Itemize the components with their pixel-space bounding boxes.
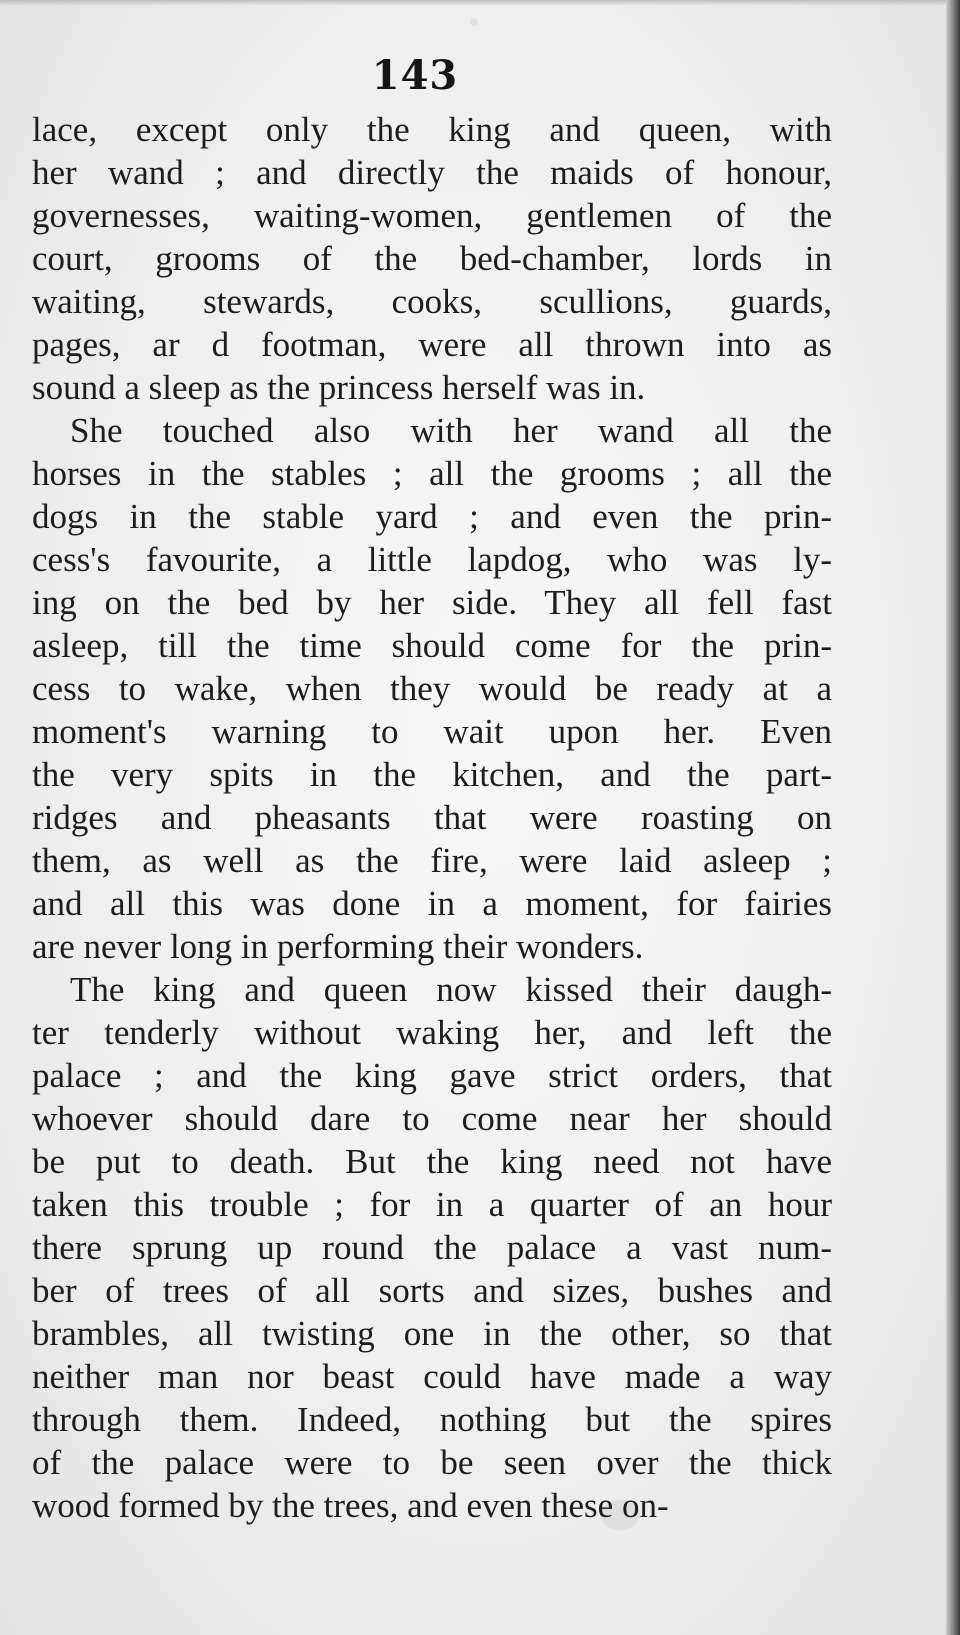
text-line: palace ; and the king gave strict orders, that: [32, 1056, 832, 1095]
text-line: ing on the bed by her side. They all fell fast: [32, 583, 832, 622]
text-line: court, grooms of the bed-chamber, lords in: [32, 239, 832, 278]
text-line: waiting, stewards, cooks, scullions, guards,: [32, 282, 832, 321]
text-line: are never long in performing their wonders.: [32, 927, 644, 966]
page-right-edge: [946, 0, 960, 1635]
text-line: lace, except only the king and queen, with: [32, 110, 832, 149]
text-line: them, as well as the fire, were laid asleep ;: [32, 841, 832, 880]
text-line: taken this trouble ; for in a quarter of an hour: [32, 1185, 832, 1224]
text-line: brambles, all twisting one in the other, so that: [32, 1314, 832, 1353]
text-line: and all this was done in a moment, for fairies: [32, 884, 832, 923]
text-line: cess's favourite, a little lapdog, who was ly-: [32, 540, 832, 579]
page-top-edge: [0, 0, 960, 6]
text-line: governesses, waiting-women, gentlemen of the: [32, 196, 832, 235]
text-line: of the palace were to be seen over the thick: [32, 1443, 832, 1482]
text-line: ber of trees of all sorts and sizes, bushes and: [32, 1271, 832, 1310]
text-line: pages, ar d footman, were all thrown into as: [32, 325, 832, 364]
text-line: through them. Indeed, nothing but the spires: [32, 1400, 832, 1439]
text-line: there sprung up round the palace a vast num-: [32, 1228, 832, 1267]
text-line: cess to wake, when they would be ready at a: [32, 669, 832, 708]
text-line: dogs in the stable yard ; and even the prin-: [32, 497, 832, 536]
text-line: moment's warning to wait upon her. Even: [32, 712, 832, 751]
text-line: neither man nor beast could have made a way: [32, 1357, 832, 1396]
text-line: ridges and pheasants that were roasting on: [32, 798, 832, 837]
text-line: The king and queen now kissed their daugh-: [70, 970, 832, 1009]
paper-stain: [470, 18, 478, 26]
text-line: the very spits in the kitchen, and the part-: [32, 755, 832, 794]
paragraph: [32, 108, 832, 409]
paragraph: [32, 968, 832, 1527]
page-number: 143: [371, 52, 459, 99]
paragraph: [32, 409, 832, 968]
text-line: sound a sleep as the princess herself was in.: [32, 368, 646, 407]
text-line: her wand ; and directly the maids of honour,: [32, 153, 832, 192]
text-line: whoever should dare to come near her should: [32, 1099, 832, 1138]
body-text: [32, 108, 832, 1527]
text-line: She touched also with her wand all the: [70, 411, 832, 450]
text-line: be put to death. But the king need not have: [32, 1142, 832, 1181]
text-line: ter tenderly without waking her, and left the: [32, 1013, 832, 1052]
text-line: asleep, till the time should come for the prin-: [32, 626, 832, 665]
text-line: horses in the stables ; all the grooms ; all the: [32, 454, 832, 493]
text-line: wood formed by the trees, and even these on-: [32, 1486, 669, 1525]
